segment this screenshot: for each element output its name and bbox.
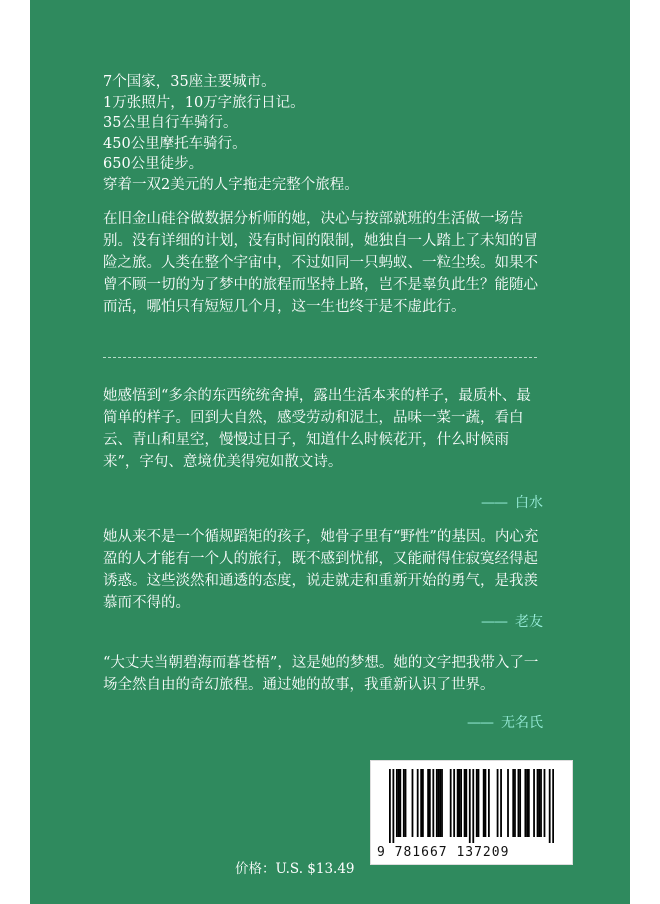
barcode-bar [514,769,516,837]
barcode-bar [476,769,478,837]
barcode-bar [497,769,499,837]
barcode-bar [518,769,520,837]
review-quote-1: 她感悟到“多余的东西统统舍掉，露出生活本来的样子，最质朴、最简单的样子。回到大自然，感受劳动和泥土，品味一菜一蔬，看白云、青山和星空，慢慢过日子，知道什么时候花开，什么时候雨来”，字句、意境优美得宛如散文诗。 [103,388,531,470]
stat-line: 1万张照片，10万字旅行日记。 [103,94,305,111]
barcode-bar [540,769,542,837]
barcode-bar [464,769,466,837]
barcode-bar [420,769,422,837]
barcode-bar [427,769,429,837]
barcode-bar [500,769,502,837]
back-cover [30,0,630,904]
barcode-bar [512,769,514,837]
barcode-bar [453,769,455,837]
attribution-dash: —— [481,495,507,511]
barcode-bar [429,769,431,837]
barcode-bar [441,769,443,837]
attribution-dash: —— [467,715,493,731]
stat-line: 650公里徒步。 [103,156,204,172]
barcode-bar [544,769,546,837]
barcode-bar [396,769,398,837]
barcode-bar [412,769,414,837]
barcode-bar [524,769,526,837]
barcode-bar [460,769,462,837]
stat-line: 35公里自行车骑行。 [103,115,238,131]
barcode-bar [436,769,438,837]
attribution-author: 无名氏 [501,715,543,731]
barcode-digits: 9 781667 137209 [377,845,510,860]
price-label: 价格：U.S. $13.49 [235,861,355,877]
review-attribution-3 [467,712,543,732]
barcode-bar [469,769,471,843]
stat-line: 7个国家，35座主要城市。 [103,74,276,90]
barcode-bar [478,769,480,837]
barcode-bar [450,769,452,837]
barcode-bar [398,769,400,837]
barcode-bar [457,769,459,837]
barcode-bar [432,769,434,837]
barcode-bar [537,769,539,837]
attribution-dash: —— [481,614,507,630]
barcode-bar [438,769,440,837]
review-quote-2: 她从来不是一个循规蹈矩的孩子，她骨子里有“野性”的基因。内心充盈的人才能有一个人的旅行，既不感到忧郁，又能耐得住寂寞经得起诱惑。这些淡然和通透的态度，说走就走和重新开始的勇气，是我羡慕而不得的。 [103,529,539,611]
barcode-bar [422,769,424,837]
review-quote-3: “大丈夫当朝碧海而暮苍梧”，这是她的梦想。她的文字把我带入了一场全然自由的奇幻旅程。通过她的故事，我重新认识了世界。 [103,655,539,693]
stat-line: 450公里摩托车骑行。 [103,135,247,152]
attribution-author: 老友 [515,614,543,630]
barcode-bar [405,769,407,837]
barcode-bar [439,769,441,837]
review-attribution-1 [481,492,543,512]
intro-paragraph: 在旧金山硅谷做数据分析师的她，决心与按部就班的生活做一场告别。没有详细的计划，没有时间的限制，她独自一人踏上了未知的冒险之旅。人类在整个宇宙中，不过如同一只蚂蚁、一粒尘埃。如果不曾不顾一切的为了梦中的旅程而坚持上路，岂不是辜负此生？能随心而活，哪怕只有短短几个月，这一生也终于是不虚此行。 [103,211,538,315]
barcode-bar [488,769,490,837]
stats-list [103,72,553,195]
stat-line: 穿着一双2美元的人字拖走完整个旅程。 [103,176,359,193]
barcode-bar [389,769,391,843]
barcode-bar [399,769,401,837]
barcode-bar [472,769,474,843]
barcode-bar [403,769,405,837]
barcode-bar [552,769,554,843]
barcode-bar [417,769,419,837]
barcode-bar [528,769,530,837]
barcode-bar [392,769,394,843]
isbn-barcode [370,760,573,865]
barcode-bar [519,769,521,837]
barcode-bar [538,769,540,837]
attribution-author: 白水 [515,495,543,511]
barcode-bars-icon [389,769,554,843]
barcode-bar [485,769,487,837]
barcode-bar [483,769,485,837]
barcode-bar [533,769,535,837]
dashed-divider [103,357,537,358]
review-attribution-2 [481,611,543,631]
barcode-bar [507,769,509,837]
barcode-bar [549,769,551,843]
barcode-bar [458,769,460,837]
barcode-bar [526,769,528,837]
barcode-bar [465,769,467,837]
